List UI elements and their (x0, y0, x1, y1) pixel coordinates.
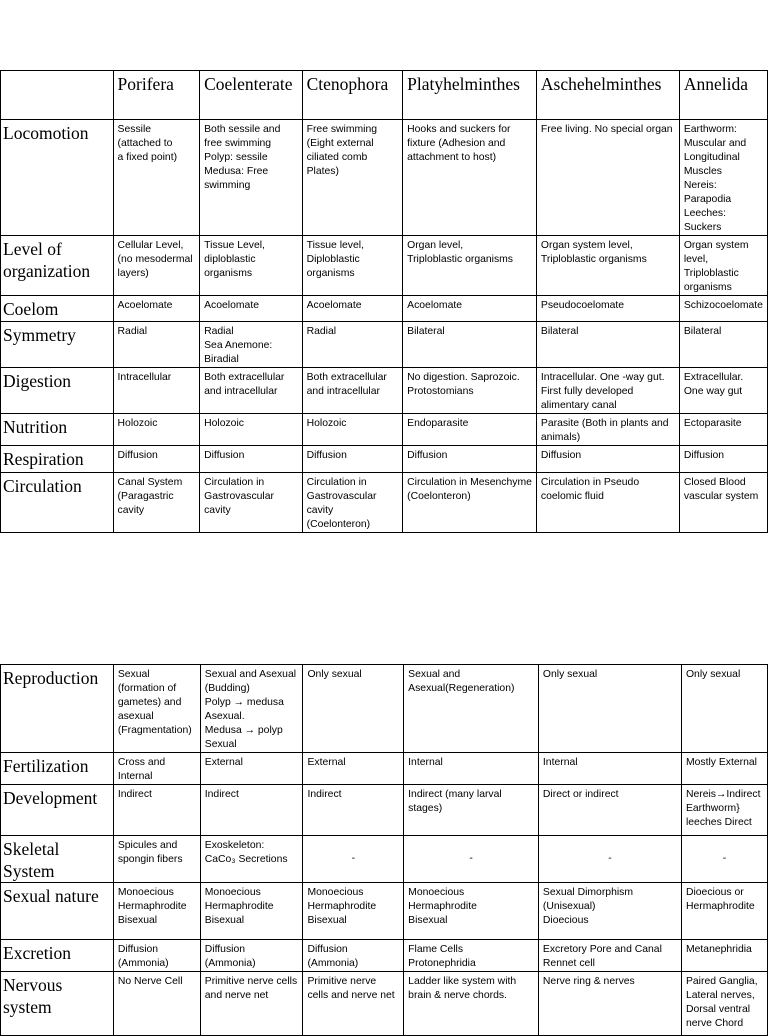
cell-aschehelminthes: Organ system level, Triploblastic organisms (536, 236, 679, 296)
row-header-reproduction: Reproduction (1, 665, 114, 753)
cell-annelida: Metanephridia (681, 940, 767, 972)
row-header-skeletal-system: Skeletal System (1, 836, 114, 883)
cell-ctenophora: - (303, 836, 404, 883)
cell-ctenophora: Monoecious Hermaphrodite Bisexual (303, 883, 404, 940)
cell-coelenterate: Both sessile and free swimming Polyp: sessile Medusa: Free swimming (200, 120, 303, 236)
column-header-porifera: Porifera (113, 71, 200, 120)
cell-coelenterate: Circulation in Gastrovascular cavity (200, 473, 303, 533)
cell-ctenophora: Tissue level, Diploblastic organisms (302, 236, 403, 296)
cell-platyhelminthes: Bilateral (403, 322, 537, 368)
cell-platyhelminthes: Sexual and Asexual(Regeneration) (404, 665, 539, 753)
cell-annelida: Organ system level, Triploblastic organisms (679, 236, 767, 296)
row-header-fertilization: Fertilization (1, 753, 114, 785)
cell-annelida: Bilateral (679, 322, 767, 368)
cell-platyhelminthes: Flame Cells Protonephridia (404, 940, 539, 972)
cell-annelida: - (681, 836, 767, 883)
cell-annelida: Only sexual (681, 665, 767, 753)
cell-ctenophora: Both extracellular and intracellular (302, 368, 403, 414)
cell-coelenterate: Monoecious Hermaphrodite Bisexual (200, 883, 303, 940)
cell-ctenophora: Radial (302, 322, 403, 368)
cell-annelida: Closed Blood vascular system (679, 473, 767, 533)
cell-coelenterate: Sexual and Asexual (Budding) Polyp → medusa Asexual. Medusa → polyp Sexual (200, 665, 303, 753)
row-header-level-of-organization: Level of organization (1, 236, 114, 296)
cell-annelida: Ectoparasite (679, 414, 767, 446)
row-header-symmetry: Symmetry (1, 322, 114, 368)
row-header-coelom: Coelom (1, 296, 114, 322)
cell-platyhelminthes: Hooks and suckers for fixture (Adhesion and attachment to host) (403, 120, 537, 236)
row-respiration (1, 446, 768, 473)
cell-platyhelminthes: Internal (404, 753, 539, 785)
cell-platyhelminthes: No digestion. Saprozoic. Protostomians (403, 368, 537, 414)
row-header-nervous-system: Nervous system (1, 972, 114, 1036)
row-locomotion (1, 120, 768, 236)
cell-porifera: Spicules and spongin fibers (113, 836, 200, 883)
cell-coelenterate: Primitive nerve cells and nerve net (200, 972, 303, 1036)
cell-porifera: Cellular Level, (no mesodermal layers) (113, 236, 200, 296)
cell-annelida: Dioecious or Hermaphrodite (681, 883, 767, 940)
cell-porifera: Diffusion (Ammonia) (113, 940, 200, 972)
row-header-development: Development (1, 785, 114, 836)
cell-annelida: Mostly External (681, 753, 767, 785)
cell-platyhelminthes: Organ level, Triploblastic organisms (403, 236, 537, 296)
cell-porifera: Diffusion (113, 446, 200, 473)
row-header-digestion: Digestion (1, 368, 114, 414)
cell-porifera: Sessile (attached to a fixed point) (113, 120, 200, 236)
cell-ctenophora: Diffusion (Ammonia) (303, 940, 404, 972)
row-nutrition (1, 414, 768, 446)
cell-aschehelminthes: Free living. No special organ (536, 120, 679, 236)
cell-annelida: Paired Ganglia, Lateral nerves, Dorsal ventral nerve Chord (681, 972, 767, 1036)
row-skeletal-system (1, 836, 768, 883)
row-excretion (1, 940, 768, 972)
cell-aschehelminthes: Internal (538, 753, 681, 785)
cell-aschehelminthes: Diffusion (536, 446, 679, 473)
cell-ctenophora: Only sexual (303, 665, 404, 753)
header-row (1, 71, 768, 120)
cell-coelenterate: Radial Sea Anemone: Biradial (200, 322, 303, 368)
cell-annelida: Earthworm: Muscular and Longitudinal Muscles Nereis: Parapodia Leeches: Suckers (679, 120, 767, 236)
column-header-annelida: Annelida (679, 71, 767, 120)
column-header-coelenterate: Coelenterate (200, 71, 303, 120)
cell-porifera: Canal System (Paragastric cavity (113, 473, 200, 533)
cell-aschehelminthes: Direct or indirect (538, 785, 681, 836)
cell-aschehelminthes: Bilateral (536, 322, 679, 368)
row-coelom (1, 296, 768, 322)
row-reproduction (1, 665, 768, 753)
cell-annelida: Extracellular. One way gut (679, 368, 767, 414)
cell-ctenophora: Indirect (303, 785, 404, 836)
cell-porifera: Radial (113, 322, 200, 368)
cell-platyhelminthes: Ladder like system with brain & nerve chords. (404, 972, 539, 1036)
column-header-aschehelminthes: Aschehelminthes (536, 71, 679, 120)
cell-annelida: Diffusion (679, 446, 767, 473)
cell-coelenterate: Acoelomate (200, 296, 303, 322)
row-header-nutrition: Nutrition (1, 414, 114, 446)
cell-ctenophora: External (303, 753, 404, 785)
cell-aschehelminthes: Only sexual (538, 665, 681, 753)
cell-platyhelminthes: Endoparasite (403, 414, 537, 446)
row-digestion (1, 368, 768, 414)
cell-platyhelminthes: - (404, 836, 539, 883)
row-header-sexual-nature: Sexual nature (1, 883, 114, 940)
cell-ctenophora: Primitive nerve cells and nerve net (303, 972, 404, 1036)
cell-porifera: Cross and Internal (113, 753, 200, 785)
header-cell-blank (1, 71, 114, 120)
row-nervous-system (1, 972, 768, 1036)
cell-porifera: Holozoic (113, 414, 200, 446)
cell-aschehelminthes: Intracellular. One -way gut. First fully developed alimentary canal (536, 368, 679, 414)
cell-coelenterate: Indirect (200, 785, 303, 836)
cell-coelenterate: Exoskeleton: CaCo₃ Secretions (200, 836, 303, 883)
cell-platyhelminthes: Indirect (many larval stages) (404, 785, 539, 836)
cell-coelenterate: Diffusion (Ammonia) (200, 940, 303, 972)
row-header-locomotion: Locomotion (1, 120, 114, 236)
column-header-platyhelminthes: Platyhelminthes (403, 71, 537, 120)
cell-platyhelminthes: Acoelomate (403, 296, 537, 322)
cell-porifera: Indirect (113, 785, 200, 836)
row-header-circulation: Circulation (1, 473, 114, 533)
cell-coelenterate: Both extracellular and intracellular (200, 368, 303, 414)
cell-aschehelminthes: - (538, 836, 681, 883)
cell-porifera: Monoecious Hermaphrodite Bisexual (113, 883, 200, 940)
cell-aschehelminthes: Pseudocoelomate (536, 296, 679, 322)
cell-ctenophora: Diffusion (302, 446, 403, 473)
row-symmetry (1, 322, 768, 368)
comparison-table-part-2 (0, 664, 768, 1036)
cell-porifera: No Nerve Cell (113, 972, 200, 1036)
cell-coelenterate: Diffusion (200, 446, 303, 473)
cell-aschehelminthes: Sexual Dimorphism (Unisexual) Dioecious (538, 883, 681, 940)
cell-aschehelminthes: Excretory Pore and Canal Rennet cell (538, 940, 681, 972)
cell-ctenophora: Circulation in Gastrovascular cavity (Coelonteron) (302, 473, 403, 533)
row-header-respiration: Respiration (1, 446, 114, 473)
row-level-of-organization (1, 236, 768, 296)
row-circulation (1, 473, 768, 533)
cell-aschehelminthes: Circulation in Pseudo coelomic fluid (536, 473, 679, 533)
cell-ctenophora: Holozoic (302, 414, 403, 446)
cell-annelida: Schizocoelomate (679, 296, 767, 322)
cell-platyhelminthes: Circulation in Mesenchyme (Coelonteron) (403, 473, 537, 533)
cell-porifera: Acoelomate (113, 296, 200, 322)
cell-annelida: Nereis→Indirect Earthworm} leeches Direct (681, 785, 767, 836)
cell-ctenophora: Free swimming (Eight external ciliated comb Plates) (302, 120, 403, 236)
cell-coelenterate: Tissue Level, diploblastic organisms (200, 236, 303, 296)
cell-ctenophora: Acoelomate (302, 296, 403, 322)
cell-porifera: Intracellular (113, 368, 200, 414)
row-fertilization (1, 753, 768, 785)
cell-platyhelminthes: Monoecious Hermaphrodite Bisexual (404, 883, 539, 940)
cell-aschehelminthes: Nerve ring & nerves (538, 972, 681, 1036)
comparison-table-part-1 (0, 70, 768, 533)
cell-aschehelminthes: Parasite (Both in plants and animals) (536, 414, 679, 446)
cell-coelenterate: External (200, 753, 303, 785)
column-header-ctenophora: Ctenophora (302, 71, 403, 120)
row-sexual-nature (1, 883, 768, 940)
cell-porifera: Sexual (formation of gametes) and asexual (Fragmentation) (113, 665, 200, 753)
cell-platyhelminthes: Diffusion (403, 446, 537, 473)
cell-coelenterate: Holozoic (200, 414, 303, 446)
row-development (1, 785, 768, 836)
row-header-excretion: Excretion (1, 940, 114, 972)
